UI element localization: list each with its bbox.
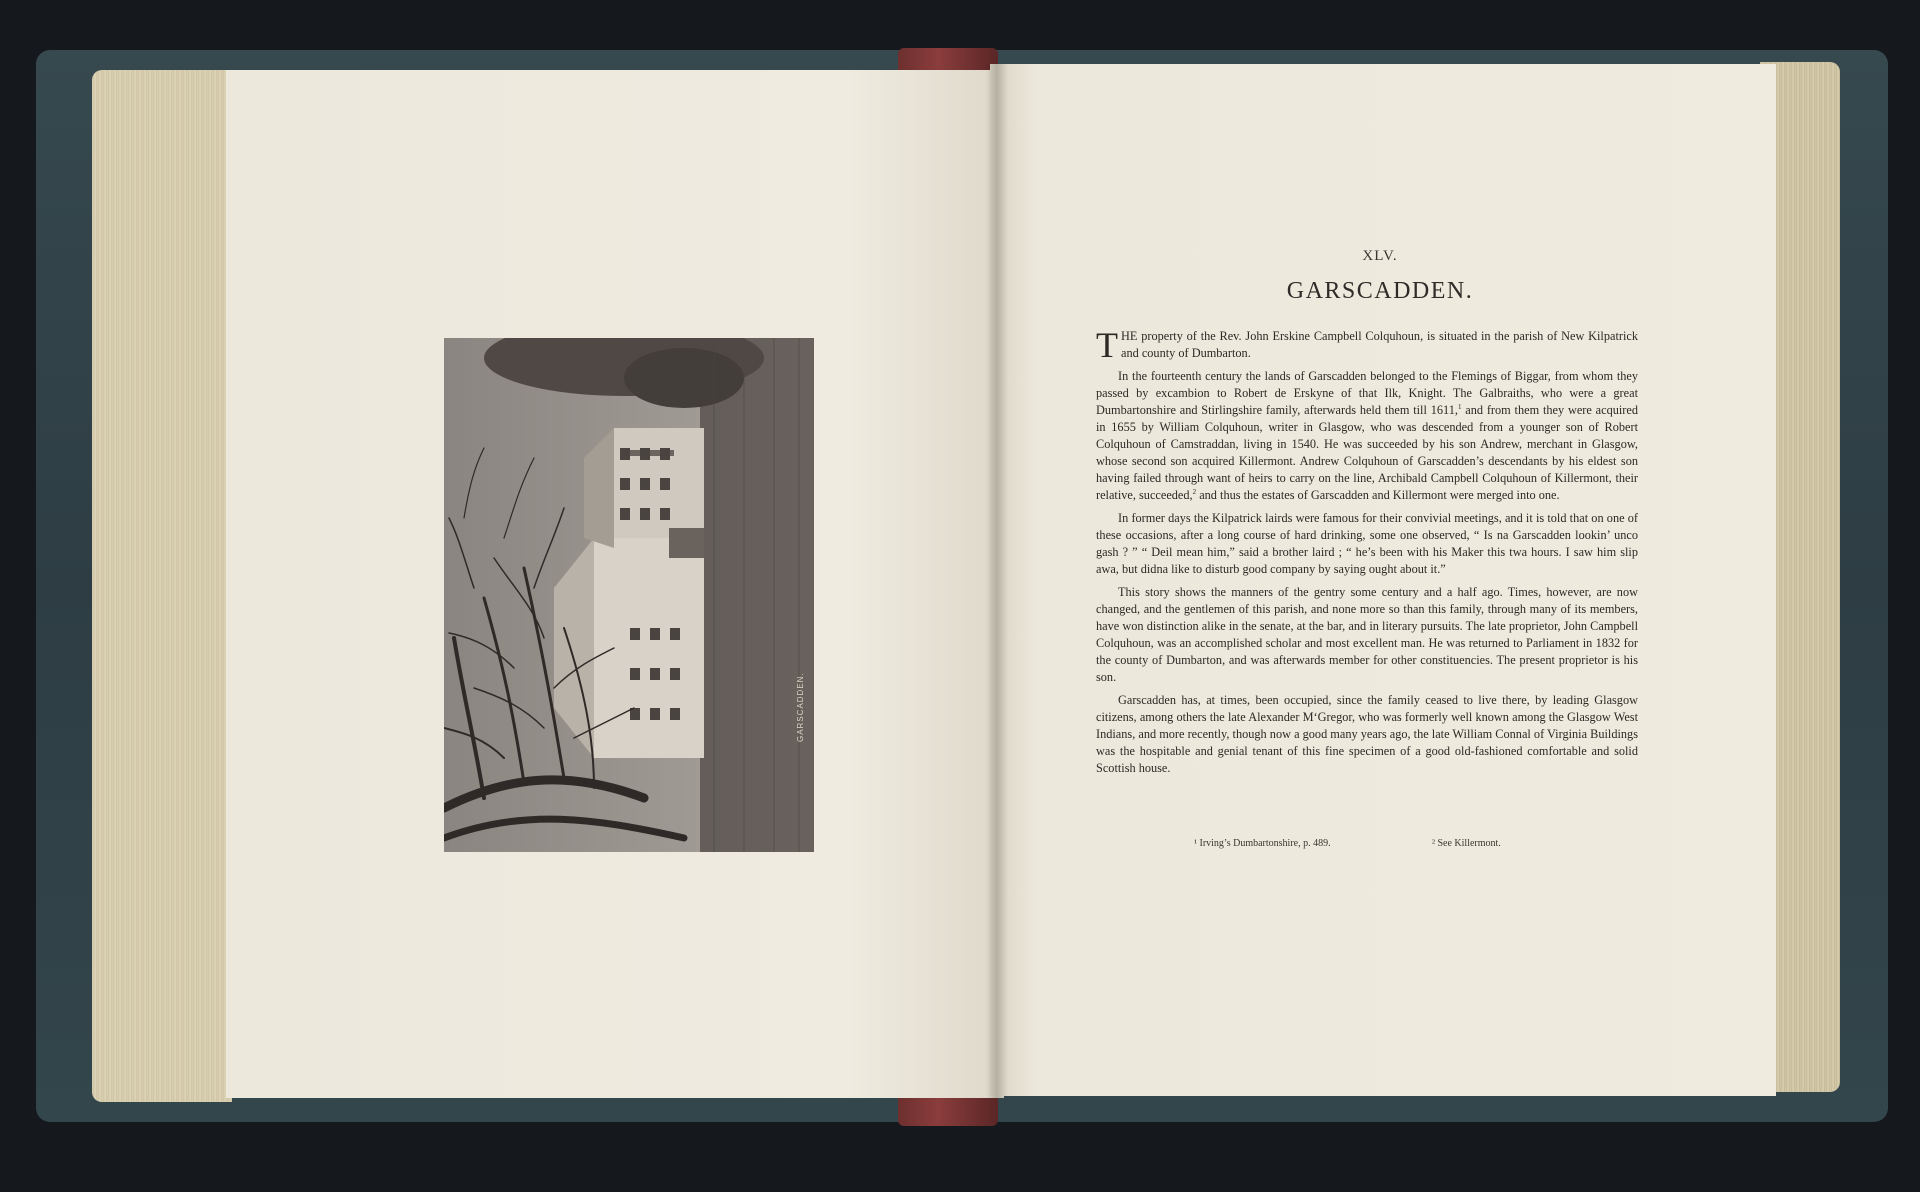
footnote-ref-2[interactable]: 2 [1192,487,1197,496]
left-page-edges [92,70,232,1102]
paragraph-2-cont: and from them they were acquired in 1655 by William Colquhoun, writer in Glasgow, who was descended from a younger son of Robert Colquhoun of Camstraddan, living in 1540. He was succeeded by his son Andrew, merchant in Glasgow, whose second son acquired Killermont. Andrew Colquhoun of Garscadden’s descendants by his eldest son having failed through want of heirs to carry on the line, Archibald Campbell Colquhoun of Killermont, their relative, succeeded, [1096,403,1638,502]
photo-illustration [444,338,814,852]
photo-caption: GARSCADDEN. [796,672,805,742]
paragraph-1-text: HE property of the Rev. John Erskine Campbell Colquhoun, is situated in the parish of New Kilpatrick and county of Dumbarton. [1121,329,1638,360]
paragraph-1 [1096,325,1638,365]
paragraph-4: This story shows the manners of the gentry some century and a half ago. Times, however, are now changed, and the gentlemen of this parish, and none more so than this family, through many of its members, have won distinction alike in the senate, at the bar, and in literary pursuits. The late proprietor, John Campbell Colquhoun, was an accomplished scholar and most excellent man. He was returned to Parliament in 1832 for the county of Dumbarton, and was afterwards member for other constituencies. The present proprietor is his son. [1096,585,1638,684]
footnote-1: ¹ Irving’s Dumbartonshire, p. 489. [1194,838,1331,849]
paragraph-5: Garscadden has, at times, been occupied, since the family ceased to live there, by leading Glasgow citizens, among others the late Alexander M‘Gregor, who was formerly well known among the Glasgow West Indians, and more recently, though now a good many years ago, the late William Connal of Virginia Buildings was the hospitable and genial tenant of this fine specimen of a good old-fashioned comfortable and solid Scottish house. [1096,693,1638,775]
paragraph-2-text: In the fourteenth century the lands of Garscadden belonged to the Flemings of Biggar, from whom they passed by excambion to Robert de Erskyne of that Ilk, Knight. The Galbraiths, who were a great Dumbartonshire and Stirlingshire family, afterwards held them till 1611, [1096,369,1638,417]
footnote-2: ² See Killermont. [1432,838,1501,849]
paragraph-2-end: and thus the estates of Garscadden and Killermont were merged into one. [1196,488,1560,502]
paragraph-2 [1096,368,1638,504]
book-gutter [986,64,1008,1098]
paragraph-3: In former days the Kilpatrick lairds were famous for their convivial meetings, and it is told that on one of these occasions, after a long course of hard drinking, some one observed, “ Is na Garscadden lookin’ unco gash ? ” “ Deil mean him,” said a brother laird ; “ he’s been with his Maker this twa hours. I saw him slip awa, but didna like to disturb good company by saying ought about it.” [1096,511,1638,576]
chapter-title: GARSCADDEN. [1286,278,1474,304]
drop-cap: T [1096,325,1118,365]
chapter-number: XLV. [1362,248,1398,264]
body-text [1096,325,1638,783]
footnote-ref-1[interactable]: 1 [1457,402,1462,411]
garscadden-photograph [444,338,814,852]
